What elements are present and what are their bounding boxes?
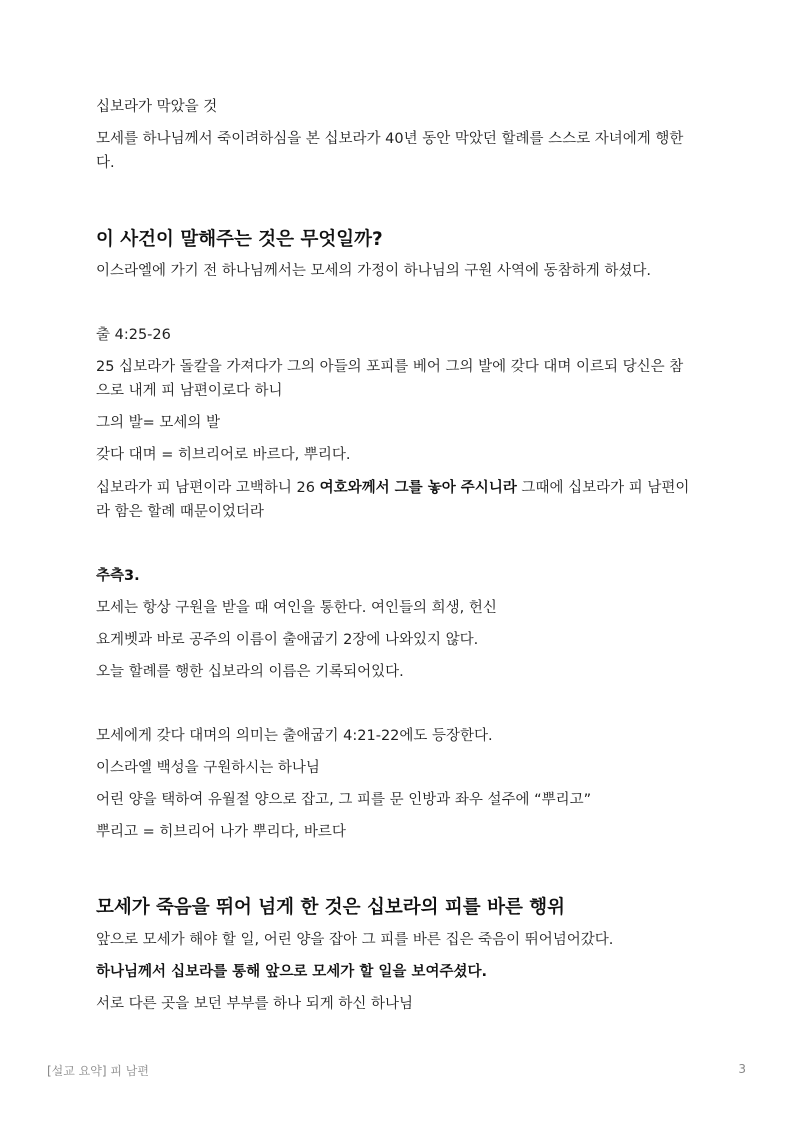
section-heading: 이 사건이 말해주는 것은 무엇일까? — [96, 229, 383, 250]
subheading: 추측3. — [96, 568, 140, 584]
bold-text-run: 여호와께서 그를 놓아 주시니라 — [319, 480, 517, 496]
section-heading: 모세가 죽음을 뛰어 넘게 한 것은 십보라의 피를 바른 행위 — [96, 897, 566, 918]
paragraph: 이스라엘에 가기 전 하나님께서는 모세의 가정이 하나님의 구원 사역에 동참하게 하셨다. — [96, 263, 651, 279]
paragraph: 어린 양을 택하여 유월절 양으로 잡고, 그 피를 문 인방과 좌우 설주에 “뿌리고” — [96, 792, 592, 808]
paragraph: 이스라엘 백성을 구원하시는 하나님 — [96, 760, 320, 776]
paragraph-bold: 하나님께서 십보라를 통해 앞으로 모세가 할 일을 보여주셨다. — [96, 964, 488, 980]
scripture-reference: 출 4:25-26 — [96, 327, 171, 343]
paragraph: 25 십보라가 돌칼을 가져다가 그의 아들의 포피를 베어 그의 발에 갖다 대며 이르되 당신은 참으로 내게 피 남편이로다 하니 — [96, 359, 684, 399]
paragraph: 십보라가 막았을 것 — [96, 99, 218, 115]
paragraph: 모세에게 갖다 대며의 의미는 출애굽기 4:21-22에도 등장한다. — [96, 728, 493, 744]
paragraph: 갖다 대며 = 히브리어로 바르다, 뿌리다. — [96, 447, 351, 463]
paragraph: 요게벳과 바로 공주의 이름이 출애굽기 2장에 나와있지 않다. — [96, 632, 479, 648]
page-number: 3 — [738, 1062, 746, 1076]
paragraph: 오늘 할례를 행한 십보라의 이름은 기록되어있다. — [96, 664, 404, 680]
text-run: 그때에 십보라가 피 남편이라 함은 할례 때문이었더라 — [96, 480, 690, 520]
paragraph: 뿌리고 = 히브리어 나가 뿌리다, 바르다 — [96, 824, 346, 840]
paragraph: 모세는 항상 구원을 받을 때 여인을 통한다. 여인들의 희생, 헌신 — [96, 600, 497, 616]
paragraph: 모세를 하나님께서 죽이려하심을 본 십보라가 40년 동안 막았던 할례를 스스로 자녀에게 행한다. — [96, 131, 684, 171]
paragraph — [96, 476, 696, 524]
paragraph: 앞으로 모세가 해야 할 일, 어린 양을 잡아 그 피를 바른 집은 죽음이 뛰어넘어갔다. — [96, 932, 614, 948]
footer-title: [설교 요약] 피 남편 — [47, 1064, 149, 1078]
paragraph: 서로 다른 곳을 보던 부부를 하나 되게 하신 하나님 — [96, 996, 414, 1012]
text-run: 십보라가 피 남편이라 고백하니 26 — [96, 480, 320, 496]
paragraph: 그의 발= 모세의 발 — [96, 415, 221, 431]
